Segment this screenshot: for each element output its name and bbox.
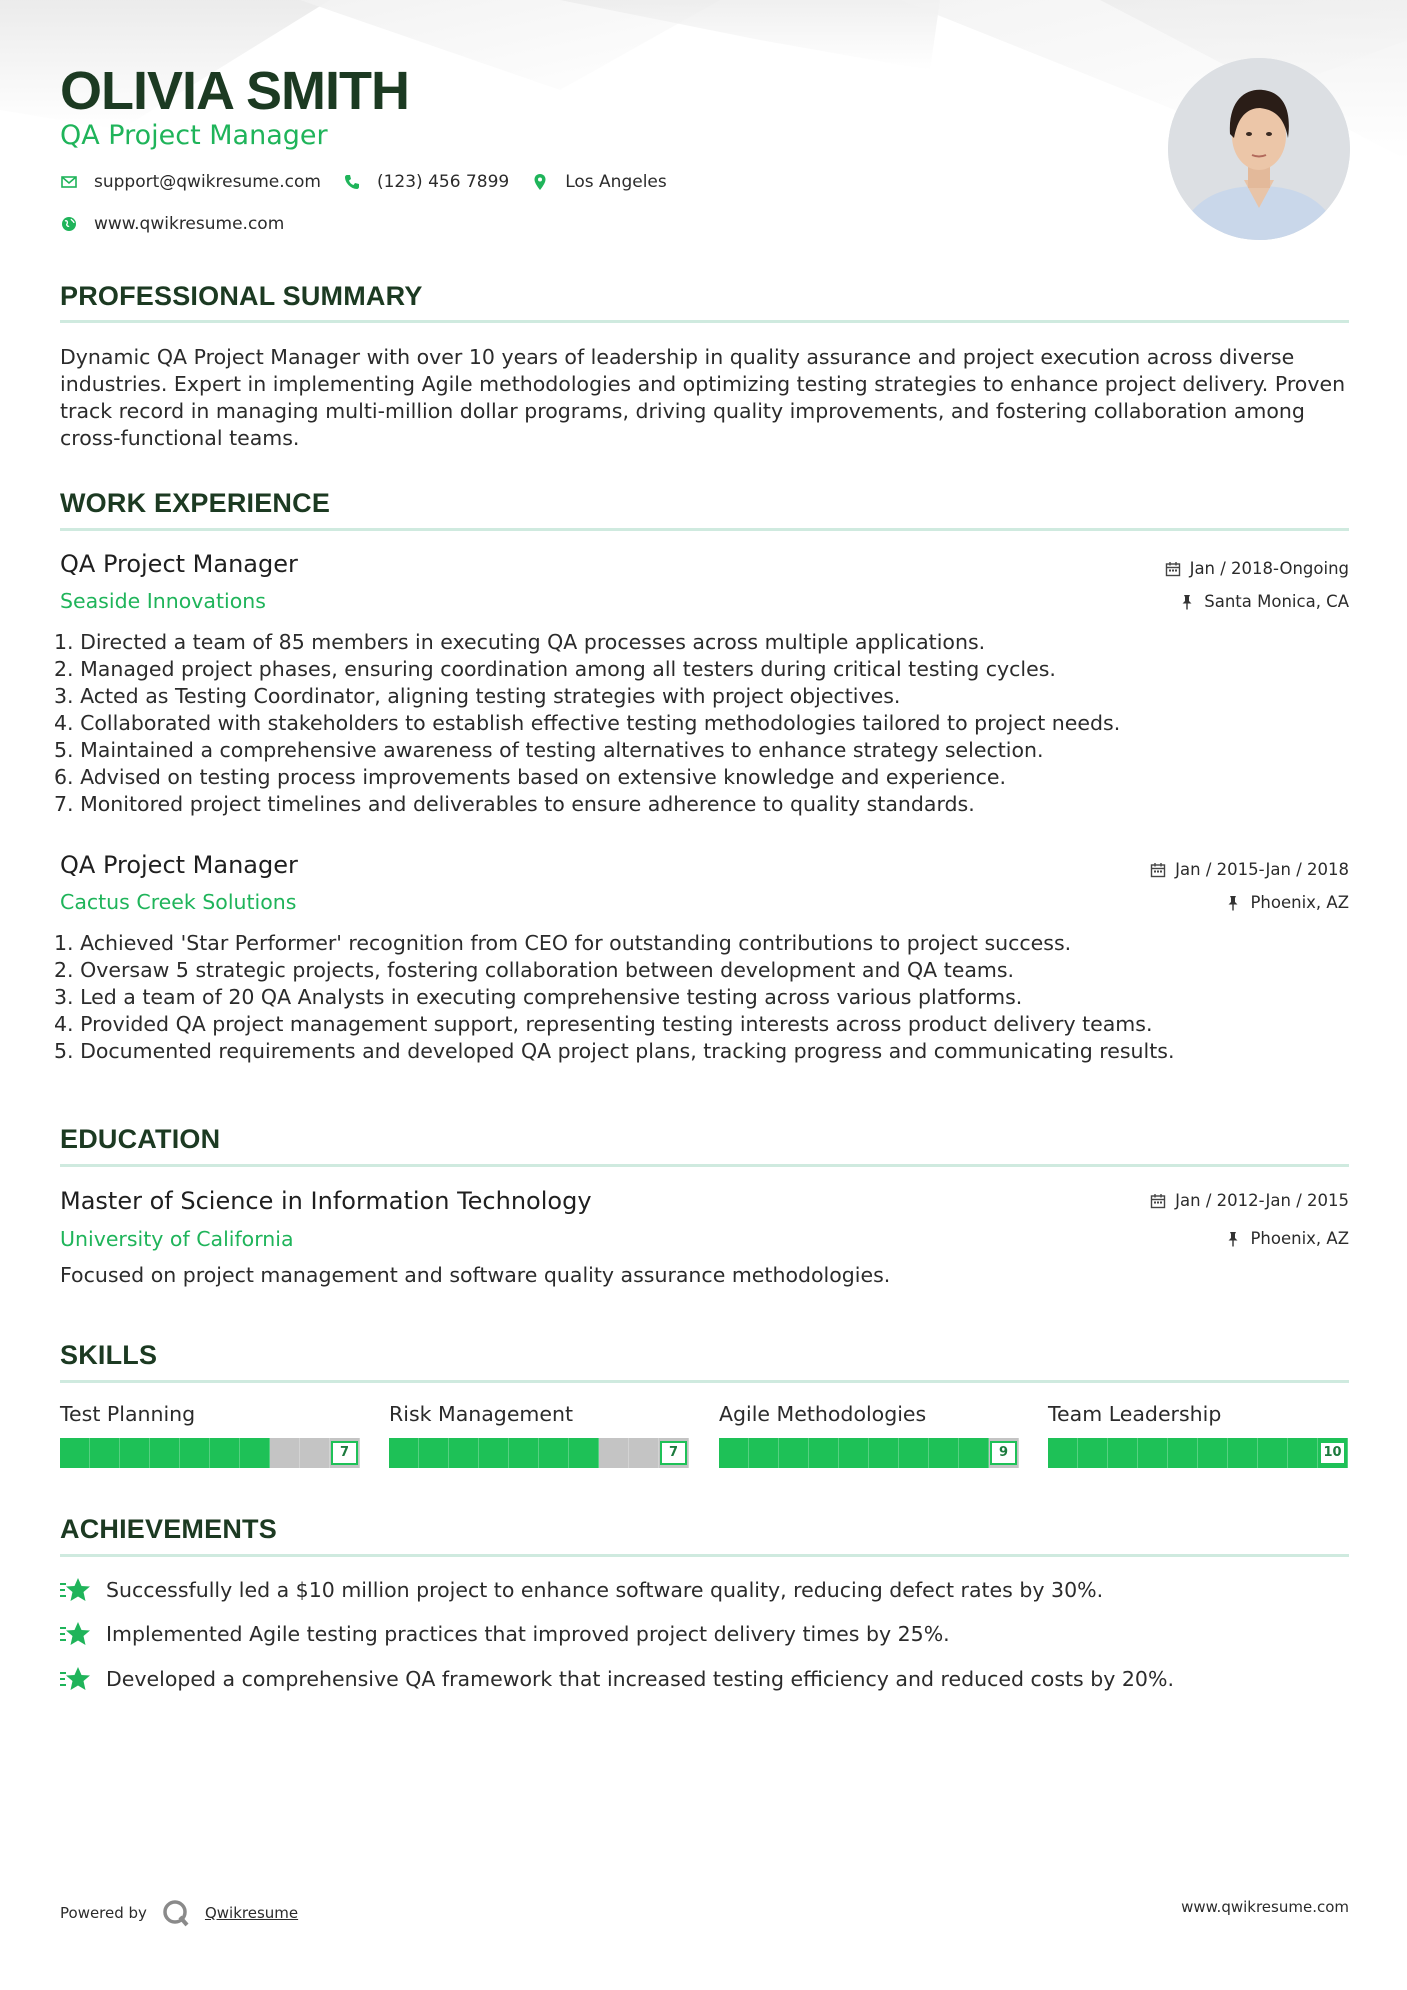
job-location-text: Santa Monica, CA (1204, 592, 1349, 611)
skill-bar-segment (389, 1438, 419, 1468)
skill-bar-segment (449, 1438, 479, 1468)
degree-title: Master of Science in Information Technology (60, 1187, 592, 1215)
skill-item (389, 1402, 689, 1460)
skill-bar-segment (120, 1438, 150, 1468)
job-company: Seaside Innovations (60, 589, 266, 613)
skill-bar-segment (509, 1438, 539, 1468)
star-icon (60, 1620, 92, 1648)
education-dates-text: Jan / 2012-Jan / 2015 (1175, 1191, 1349, 1210)
job-location (1179, 592, 1349, 611)
job-bullets (54, 930, 1349, 1065)
avatar (1168, 58, 1350, 240)
contact-row (60, 172, 689, 192)
powered-by-text: Powered by (60, 1904, 147, 1922)
skill-bar-segment (1108, 1438, 1138, 1468)
skill-bar-segment (1138, 1438, 1168, 1468)
brand-link[interactable]: Qwikresume (204, 1904, 299, 1922)
job-dates-text: Jan / 2015-Jan / 2018 (1175, 860, 1349, 879)
skill-level-bar (389, 1438, 689, 1468)
skill-bar-segment (929, 1438, 959, 1468)
skill-bar-segment (569, 1438, 599, 1468)
skill-bar-segment (749, 1438, 779, 1468)
job-location-text: Phoenix, AZ (1250, 893, 1349, 912)
contact-website[interactable] (60, 214, 284, 234)
school-name: University of California (60, 1227, 294, 1251)
skill-bar-segment (839, 1438, 869, 1468)
skill-bar-segment (1078, 1438, 1108, 1468)
skill-level-bar (1048, 1438, 1348, 1468)
achievement-item (60, 1665, 1174, 1693)
calendar-icon (1150, 1193, 1166, 1209)
star-icon (60, 1665, 92, 1693)
education-description: Focused on project management and software quality assurance methodologies. (60, 1263, 891, 1287)
skill-level-value: 10 (1319, 1441, 1346, 1465)
experience-heading: WORK EXPERIENCE (60, 488, 331, 518)
skill-label: Team Leadership (1048, 1402, 1222, 1426)
skill-bar-segment (959, 1438, 989, 1468)
skill-level-value: 7 (660, 1441, 687, 1465)
website-text: www.qwikresume.com (94, 214, 285, 234)
list-item: 5. Documented requirements and developed QA project plans, tracking progress and communicating results. (54, 1039, 1175, 1063)
pushpin-icon (1225, 1231, 1241, 1247)
calendar-icon (1165, 561, 1181, 577)
skill-bar-segment (60, 1438, 90, 1468)
skill-bar-segment (240, 1438, 270, 1468)
skill-bar-segment (779, 1438, 809, 1468)
skill-level-bar (60, 1438, 360, 1468)
list-item: 2. Oversaw 5 strategic projects, fostering collaboration between development and QA teams. (54, 958, 1015, 982)
contact-phone[interactable] (343, 172, 509, 192)
job-dates (1165, 559, 1349, 578)
contact-row-2 (60, 214, 306, 234)
skill-level-value: 7 (331, 1441, 358, 1465)
list-item: 4. Collaborated with stakeholders to establish effective testing methodologies tailored to project needs. (54, 711, 1121, 735)
achievement-text: Successfully led a $10 million project to enhance software quality, reducing defect rates by 30%. (106, 1578, 1104, 1602)
achievement-text: Implemented Agile testing practices that improved project delivery times by 25%. (106, 1622, 950, 1646)
list-item: 1. Directed a team of 85 members in executing QA processes across multiple applications. (54, 630, 986, 654)
job-title: QA Project Manager (60, 851, 298, 879)
achievement-text: Developed a comprehensive QA framework that increased testing efficiency and reduced costs by 20%. (106, 1667, 1174, 1691)
phone-icon (343, 173, 361, 191)
list-item: 1. Achieved 'Star Performer' recognition from CEO for outstanding contributions to project success. (54, 931, 1072, 955)
skill-bar-segment (1288, 1438, 1318, 1468)
job-dates (1150, 860, 1349, 879)
pushpin-icon (1179, 594, 1195, 610)
list-item: 4. Provided QA project management support, representing testing interests across product delivery teams. (54, 1012, 1153, 1036)
contact-email[interactable] (60, 172, 321, 192)
education-location-text: Phoenix, AZ (1250, 1229, 1349, 1248)
achievements-divider (60, 1554, 1349, 1557)
achievements-heading: ACHIEVEMENTS (60, 1514, 277, 1544)
summary-heading: PROFESSIONAL SUMMARY (60, 281, 423, 311)
skill-bar-segment (419, 1438, 449, 1468)
education-divider (60, 1164, 1349, 1167)
skills-divider (60, 1380, 1349, 1383)
skill-level-value: 9 (990, 1441, 1017, 1465)
star-icon (60, 1576, 92, 1604)
skill-bar-segment (1228, 1438, 1258, 1468)
pushpin-icon (1225, 895, 1241, 911)
skill-item (719, 1402, 1019, 1460)
candidate-role: QA Project Manager (60, 120, 328, 151)
job-bullets (54, 629, 1349, 818)
experience-divider (60, 528, 1349, 531)
list-item: 5. Maintained a comprehensive awareness of testing alternatives to enhance strategy selection. (54, 738, 1044, 762)
skill-item (60, 1402, 360, 1460)
skill-bar-segment (210, 1438, 240, 1468)
education-location (1225, 1229, 1349, 1248)
calendar-icon (1150, 862, 1166, 878)
avatar-illustration (1168, 58, 1350, 240)
phone-text: (123) 456 7899 (376, 172, 510, 192)
email-text: support@qwikresume.com (94, 172, 321, 192)
education-heading: EDUCATION (60, 1124, 221, 1154)
skill-bar-segment (1198, 1438, 1228, 1468)
achievement-item (60, 1620, 950, 1648)
list-item: 6. Advised on testing process improvements based on extensive knowledge and experience. (54, 765, 1007, 789)
education-dates (1150, 1191, 1349, 1210)
contact-location (531, 172, 667, 192)
skill-item (1048, 1402, 1348, 1460)
location-text: Los Angeles (565, 172, 667, 192)
list-item: 3. Acted as Testing Coordinator, aligning testing strategies with project objectives. (54, 684, 901, 708)
skill-level-bar (719, 1438, 1019, 1468)
qwikresume-logo-icon (161, 1898, 191, 1928)
skill-bar-segment (300, 1438, 330, 1468)
envelope-icon (60, 173, 78, 191)
candidate-name: OLIVIA SMITH (60, 61, 409, 121)
skill-bar-segment (899, 1438, 929, 1468)
list-item: 7. Monitored project timelines and deliverables to ensure adherence to quality standards. (54, 792, 975, 816)
achievement-item (60, 1576, 1103, 1604)
skill-bar-segment (809, 1438, 839, 1468)
footer-website-text: www.qwikresume.com (1181, 1898, 1349, 1916)
footer-website[interactable] (1181, 1898, 1349, 1916)
globe-icon (60, 215, 78, 233)
skill-bar-segment (150, 1438, 180, 1468)
skills-heading: SKILLS (60, 1340, 158, 1370)
skill-label: Test Planning (60, 1402, 196, 1426)
summary-divider (60, 320, 1349, 323)
skill-bar-segment (90, 1438, 120, 1468)
skill-label: Risk Management (389, 1402, 574, 1426)
footer-powered-by (60, 1898, 298, 1928)
skill-bar-segment (180, 1438, 210, 1468)
map-pin-icon (531, 173, 549, 191)
skill-label: Agile Methodologies (719, 1402, 927, 1426)
skill-bar-segment (1048, 1438, 1078, 1468)
job-location (1225, 893, 1349, 912)
skill-bar-segment (599, 1438, 629, 1468)
job-company: Cactus Creek Solutions (60, 890, 297, 914)
skill-bar-segment (869, 1438, 899, 1468)
skill-bar-segment (629, 1438, 659, 1468)
list-item: 3. Led a team of 20 QA Analysts in executing comprehensive testing across various platforms. (54, 985, 1023, 1009)
skill-bar-segment (1258, 1438, 1288, 1468)
skill-bar-segment (1168, 1438, 1198, 1468)
skill-bar-segment (539, 1438, 569, 1468)
list-item: 2. Managed project phases, ensuring coordination among all testers during critical testing cycles. (54, 657, 1056, 681)
summary-text: Dynamic QA Project Manager with over 10 years of leadership in quality assurance and project execution across diverse industries. Expert in implementing Agile methodologies and optimizing testing strategies to enhance project delivery. Proven track record in managing multi-million dollar programs, driving quality improvements, and fostering collaboration among cross-functional teams. (60, 345, 1346, 450)
skill-bar-segment (479, 1438, 509, 1468)
skill-bar-segment (719, 1438, 749, 1468)
job-dates-text: Jan / 2018-Ongoing (1189, 559, 1349, 578)
skill-bar-segment (270, 1438, 300, 1468)
job-title: QA Project Manager (60, 550, 298, 578)
